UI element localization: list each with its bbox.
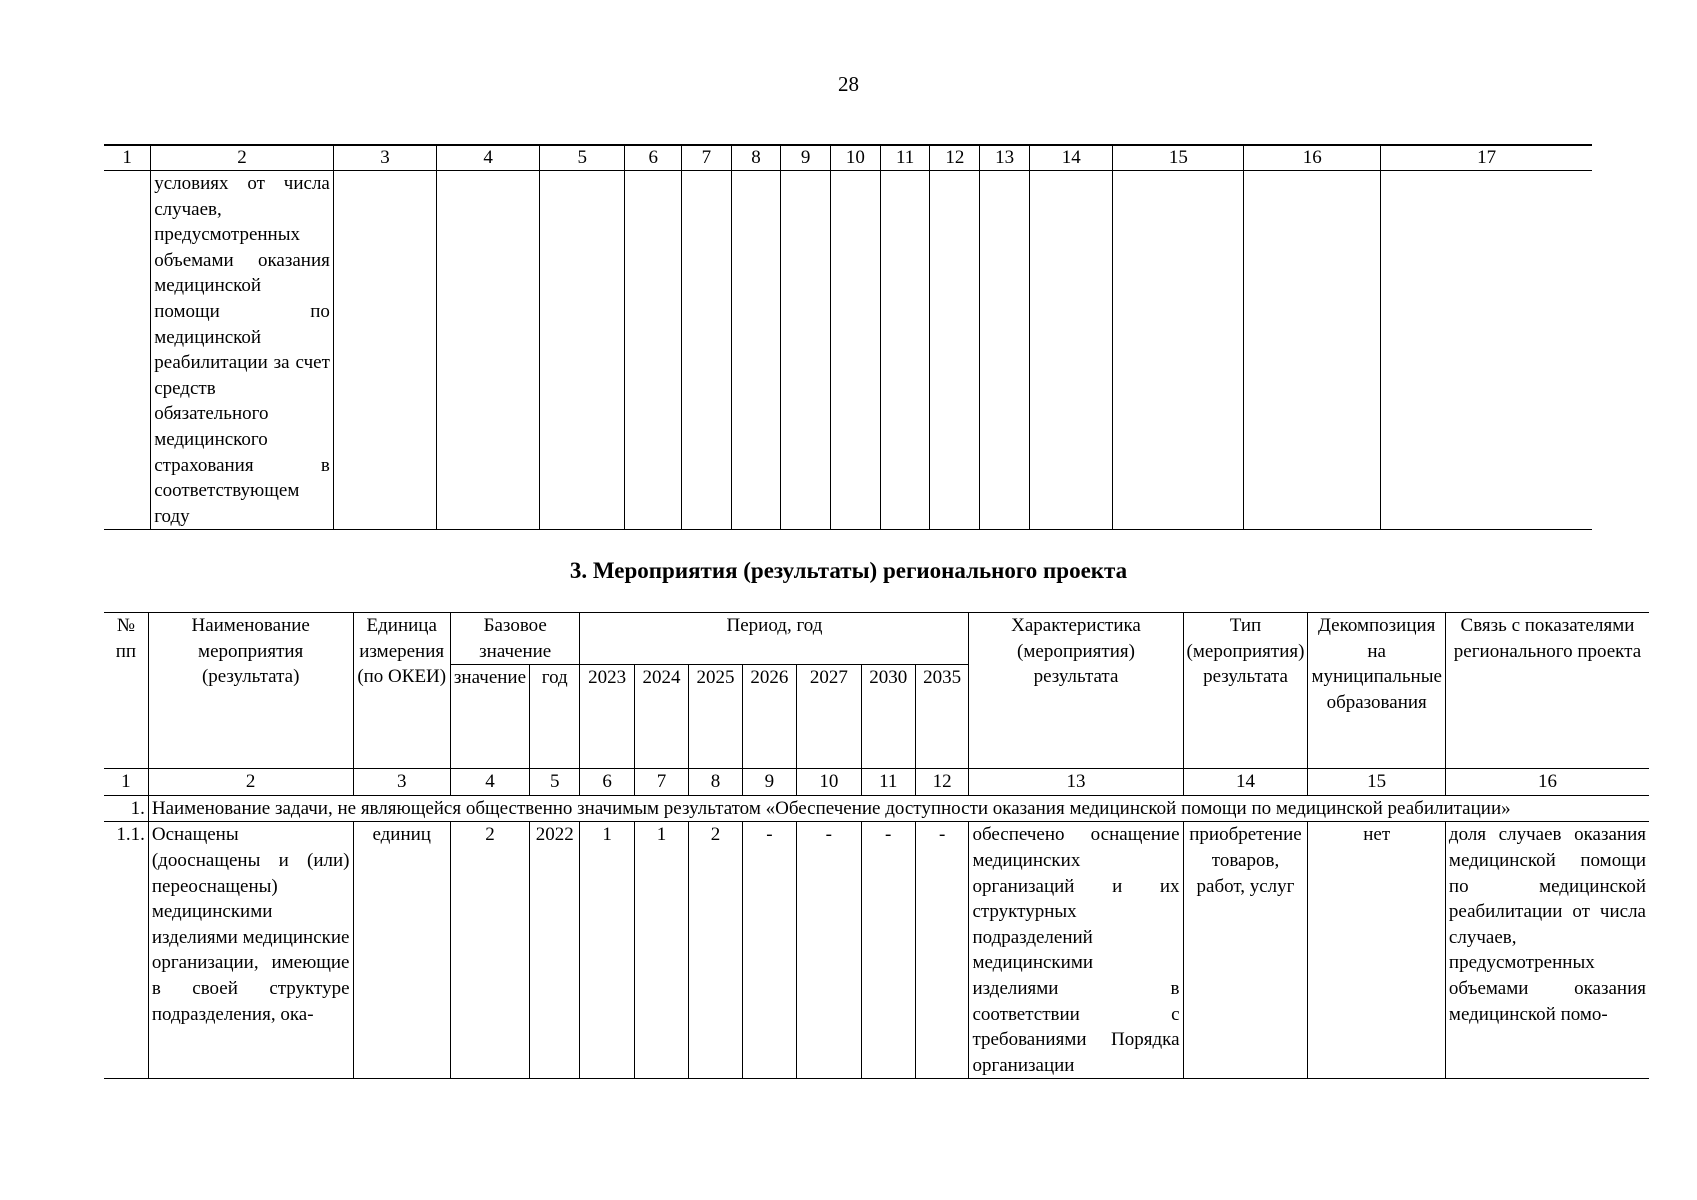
col-num: 14 [1029,145,1112,171]
col-num: 15 [1113,145,1244,171]
col-num: 9 [742,769,796,796]
col-num: 10 [830,145,880,171]
header-year: 2035 [915,665,969,769]
table-row [104,822,1649,1079]
row-base-year: 2022 [530,822,580,1079]
col-num: 7 [634,769,688,796]
continued-table [104,144,1592,530]
measures-table [104,612,1649,1079]
col-num: 9 [781,145,831,171]
column-number-row [104,769,1649,796]
header-name: Наименование мероприятия (результата) [148,613,353,769]
row-decomposition: нет [1308,822,1445,1079]
page-number: 28 [838,72,859,96]
col-num: 5 [540,145,625,171]
col-num: 16 [1244,145,1381,171]
row-value: - [861,822,915,1079]
col-num: 3 [333,145,436,171]
col-num: 5 [530,769,580,796]
col-num: 12 [930,145,980,171]
col-num: 13 [969,769,1183,796]
header-base-value: значение [450,665,529,769]
header-decomposition: Декомпозиция на муниципальные образования [1308,613,1445,769]
header-unit: Единица измерения (по ОКЕИ) [353,613,450,769]
header-year: 2023 [580,665,634,769]
header-type: Тип (мероприятия) результата [1183,613,1308,769]
col-num: 1 [104,769,148,796]
header-characteristic: Характеристика (мероприятия) результата [969,613,1183,769]
col-num: 7 [682,145,732,171]
col-num: 15 [1308,769,1445,796]
task-num: 1. [104,795,148,822]
header-link: Связь с показателями регионального проекта [1445,613,1649,769]
col-num: 11 [880,145,930,171]
row-base-value: 2 [450,822,529,1079]
col-num: 17 [1381,145,1592,171]
row-unit: единиц [353,822,450,1079]
row-link: доля случаев оказания медицинской помощи по медицинской реабилитации от числа случаев, предусмотренных объемами оказания медицинской помо- [1445,822,1649,1079]
header-year: 2025 [689,665,743,769]
header-year: 2030 [861,665,915,769]
col-num: 13 [980,145,1030,171]
header-base-year: год [530,665,580,769]
row-value: 1 [580,822,634,1079]
header-base: Базовое значение [450,613,580,665]
header-year: 2027 [797,665,861,769]
header-year: 2026 [742,665,796,769]
col-num: 2 [151,145,334,171]
section-title: 3. Мероприятия (результаты) регионального проекта [569,558,1128,583]
col-num: 11 [861,769,915,796]
row-value: 2 [689,822,743,1079]
col-num: 14 [1183,769,1308,796]
header-year: 2024 [634,665,688,769]
row-value: - [742,822,796,1079]
col-num: 2 [148,769,353,796]
header-num: № пп [104,613,148,769]
row-value: - [915,822,969,1079]
header-period: Период, год [580,613,969,665]
col-num: 6 [580,769,634,796]
col-num: 8 [689,769,743,796]
col-num: 6 [625,145,682,171]
row-name: Оснащены (дооснащены и (или) переоснащены) медицинскими изделиями медицинские организации, имеющие в своей структуре подразделения, ока- [148,822,353,1079]
task-text: Наименование задачи, не являющейся общественно значимым результатом «Обеспечение доступности оказания медицинской помощи по медицинской реабилитации» [148,795,1649,822]
continued-row [104,171,1592,530]
col-num: 3 [353,769,450,796]
row-num: 1.1. [104,822,148,1079]
col-num: 10 [797,769,861,796]
task-row [104,795,1649,822]
continued-text: условиях от числа случаев, предусмотренных объемами оказания медицинской помощи по медицинской реабилитации за счет средств обязательного медицинского страхования в соответствующем году [151,171,334,530]
row-value: 1 [634,822,688,1079]
col-num: 12 [915,769,969,796]
row-value: - [797,822,861,1079]
col-num: 8 [731,145,781,171]
col-num: 1 [104,145,151,171]
col-num: 4 [450,769,529,796]
col-num: 16 [1445,769,1649,796]
column-number-row [104,145,1592,171]
col-num: 4 [437,145,540,171]
row-type: приобретение товаров, работ, услуг [1183,822,1308,1079]
row-characteristic: обеспечено оснащение медицинских организаций и их структурных подразделений медицинскими изделиями в соответствии с требованиями Порядка организации [969,822,1183,1079]
